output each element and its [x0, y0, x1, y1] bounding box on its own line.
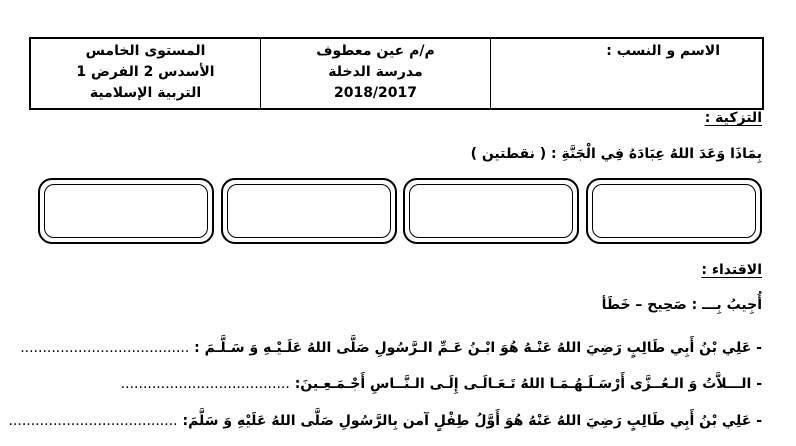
- statement-2: [121, 376, 762, 392]
- header-cell-level: [31, 39, 260, 108]
- exam-text: الأسدس 2 الفرض 1: [76, 64, 215, 80]
- iqtida-title: الاقتداء :: [701, 262, 762, 278]
- tazkiya-question: بِمَاذَا وَعَدَ اللهُ عِبَادَهُ فِي الْجَنَّةِ : ( نقطتين ): [470, 146, 762, 162]
- statement-1: [20, 340, 762, 356]
- student-name-label: الاسم و النسب :: [606, 43, 720, 59]
- statement-1-answer-dots[interactable]: ......................................: [20, 340, 190, 356]
- answer-boxes: [38, 178, 762, 244]
- year-text: 2018/2017: [333, 85, 418, 101]
- header-table: [29, 37, 764, 110]
- level-text: المستوى الخامس: [85, 43, 206, 59]
- statement-3-answer-dots[interactable]: ......................................: [8, 413, 178, 429]
- school-text: مدرسة الدخلة: [328, 64, 423, 80]
- answer-box-4[interactable]: [38, 178, 214, 244]
- iqtida-instruction: أُجِيبُ بِـــ : صَحِيح – خَطَأ: [601, 297, 762, 313]
- header-cell-student[interactable]: [490, 39, 762, 108]
- statement-2-text: - الـــلاَّتُ وَ الـعُــزَّى أَرْسَـلَـهُـمَـا اللهُ تَـعَـالَـى إِلَـى الـنَّــاسِ أَجْـمَـعِـينَ:: [294, 376, 762, 392]
- tazkiya-title: التزكية :: [704, 110, 762, 126]
- statement-2-answer-dots[interactable]: ......................................: [120, 376, 290, 392]
- header-cell-school: [260, 39, 490, 108]
- statement-3-text: - عَلِي بْنُ أَبِي طَالِبٍ رَضِيَ اللهُ عَنْهُ هُوَ أَوَّلُ طِفْلٍ آمن بِالرَّسُولِ صَلَّى اللهُ عَلَيْهِ وَ سَلَّمَ:: [182, 413, 762, 429]
- answer-box-2[interactable]: [403, 178, 579, 244]
- statement-1-text: - عَلِي بْنُ أَبِي طَالِبٍ رَضِيَ اللهُ عَنْـهُ هُوَ ابْـنُ عَـمِّ الـرَّسُولِ صَلَّى اللهُ عَلَـيْـهِ وَ سَـلَّـمَ :: [194, 340, 762, 356]
- answer-box-3[interactable]: [221, 178, 397, 244]
- statement-3: [8, 413, 762, 429]
- answer-box-1[interactable]: [586, 178, 762, 244]
- subject-text: التربية الإسلامية: [89, 85, 202, 101]
- teacher-text: م/م عين معطوف: [316, 43, 435, 59]
